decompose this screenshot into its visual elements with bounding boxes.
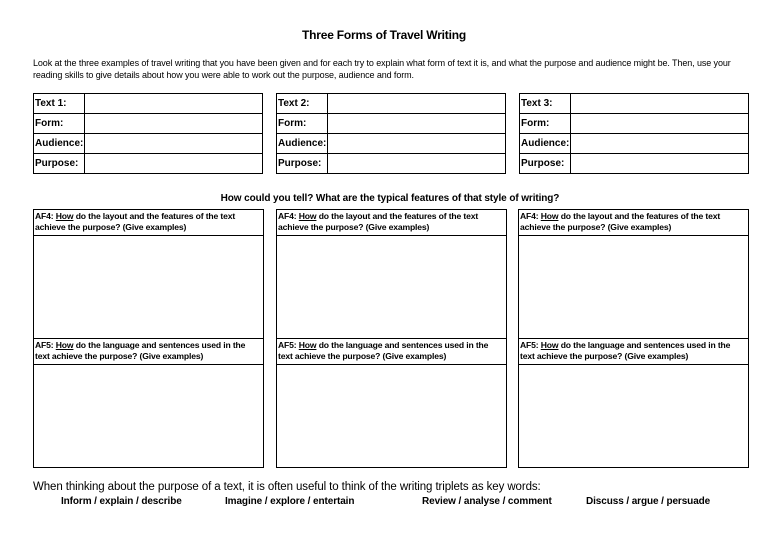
form-label: Form: bbox=[277, 114, 328, 134]
analysis-column-1 bbox=[33, 209, 264, 468]
af5-answer-box[interactable] bbox=[34, 365, 263, 467]
purpose-label: Purpose: bbox=[34, 154, 85, 174]
af4-answer-box[interactable] bbox=[519, 236, 748, 338]
text-field[interactable] bbox=[571, 94, 749, 114]
text-field[interactable] bbox=[85, 94, 263, 114]
footer-intro: When thinking about the purpose of a text, it is often useful to think of the writing triplets as key words: bbox=[33, 481, 541, 493]
page-title: Three Forms of Travel Writing bbox=[301, 28, 466, 42]
audience-field[interactable] bbox=[85, 134, 263, 154]
info-table-text-3 bbox=[519, 93, 749, 174]
how-heading: How could you tell? What are the typical features of that style of writing? bbox=[220, 193, 560, 204]
purpose-field[interactable] bbox=[571, 154, 749, 174]
af5-answer-box[interactable] bbox=[277, 365, 506, 467]
keyword-inform: Inform / explain / describe bbox=[61, 496, 182, 507]
af4-prompt: AF4: How do the layout and the features of the text achieve the purpose? (Give examples) bbox=[520, 211, 721, 232]
af5-prompt: AF5: How do the language and sentences used in the text achieve the purpose? (Give examples) bbox=[35, 340, 246, 361]
af4-answer-box[interactable] bbox=[277, 236, 506, 338]
keyword-imagine: Imagine / explore / entertain bbox=[225, 496, 355, 507]
af5-prompt: AF5: How do the language and sentences used in the text achieve the purpose? (Give examples) bbox=[278, 340, 489, 361]
audience-label: Audience: bbox=[277, 134, 328, 154]
text-field[interactable] bbox=[328, 94, 506, 114]
form-label: Form: bbox=[34, 114, 85, 134]
audience-label: Audience: bbox=[520, 134, 571, 154]
keyword-discuss: Discuss / argue / persuade bbox=[586, 496, 711, 507]
text-label: Text 2: bbox=[277, 94, 328, 114]
info-table-text-1 bbox=[33, 93, 263, 174]
form-field[interactable] bbox=[571, 114, 749, 134]
info-table-text-2 bbox=[276, 93, 506, 174]
audience-field[interactable] bbox=[571, 134, 749, 154]
form-field[interactable] bbox=[85, 114, 263, 134]
af4-prompt: AF4: How do the layout and the features of the text achieve the purpose? (Give examples) bbox=[35, 211, 236, 232]
af5-prompt: AF5: How do the language and sentences used in the text achieve the purpose? (Give examples) bbox=[520, 340, 731, 361]
text-label: Text 3: bbox=[520, 94, 571, 114]
keyword-review: Review / analyse / comment bbox=[422, 496, 552, 507]
analysis-column-3 bbox=[518, 209, 749, 468]
purpose-label: Purpose: bbox=[277, 154, 328, 174]
purpose-field[interactable] bbox=[85, 154, 263, 174]
text-label: Text 1: bbox=[34, 94, 85, 114]
af5-answer-box[interactable] bbox=[519, 365, 748, 467]
analysis-column-2 bbox=[276, 209, 507, 468]
instructions-text: Look at the three examples of travel writing that you have been given and for each try to explain what form of text it is, and what the purpose and audience might be. Then, use your reading skills to give details about how you were able to work out the purpose, audience and form. bbox=[33, 58, 731, 80]
af4-prompt: AF4: How do the layout and the features of the text achieve the purpose? (Give examples) bbox=[278, 211, 479, 232]
purpose-label: Purpose: bbox=[520, 154, 571, 174]
form-field[interactable] bbox=[328, 114, 506, 134]
af4-answer-box[interactable] bbox=[34, 236, 263, 338]
audience-label: Audience: bbox=[34, 134, 85, 154]
audience-field[interactable] bbox=[328, 134, 506, 154]
purpose-field[interactable] bbox=[328, 154, 506, 174]
form-label: Form: bbox=[520, 114, 571, 134]
